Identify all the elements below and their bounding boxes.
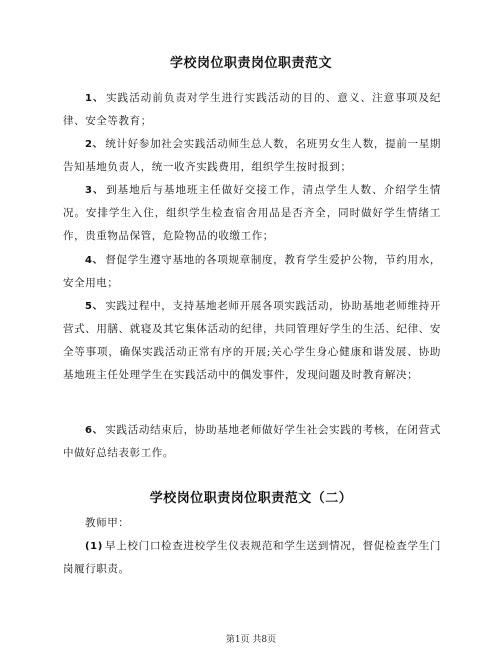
paragraph-5 [63, 295, 441, 387]
paragraph-text: 统计好参加社会实践活动师生总人数，名班男女生人数，提前一星期告知基地负责人，统一收齐实践费用，组织学生按时报到； [63, 138, 441, 173]
document-title: 学校岗位职责岗位职责范文 [169, 56, 332, 71]
sub-item-number: (1) [85, 541, 103, 552]
paragraph-number: 1、 [85, 93, 105, 104]
paragraph-text: 实践活动前负责对学生进行实践活动的目的、意义、注意事项及纪律、安全等教育； [63, 92, 441, 127]
sub-label-text: 教师甲： [85, 517, 130, 529]
paragraph-4 [63, 249, 441, 295]
sub-item-1 [63, 535, 441, 581]
sub-item-text: 早上校门口检查进校学生仪表规范和学生送到情况，督促检查学生门岗履行职责。 [63, 540, 441, 575]
section-title: 学校岗位职责岗位职责范文（二） [149, 491, 353, 506]
paragraph-text: 实践过程中，支持基地老师开展各项实践活动，协助基地老师维持开营式、用膳、就寝及其它集体活动的纪律，共同管理好学生的生活、纪律、安全等事项，确保实践活动正常有序的开展;关心学生身心健康和谐发展、协助基地班主任处理学生在实践活动中的偶发事件，发现问题及时教育解决； [63, 300, 441, 381]
paragraph-number: 3、 [85, 185, 105, 196]
sub-label [63, 512, 441, 535]
paragraph-6 [63, 419, 441, 465]
paragraph-text: 实践活动结束后，协助基地老师做好学生社会实践的考核，在闭营式中做好总结表彰工作。 [63, 424, 441, 459]
paragraph-number: 4、 [85, 255, 104, 266]
paragraph-1 [63, 87, 441, 133]
page-footer: 第1页 共8页 [225, 635, 277, 645]
paragraph-number: 5、 [85, 301, 104, 312]
paragraph-text: 到基地后与基地班主任做好交接工作，清点学生人数、介绍学生情况。安排学生入住，组织学生检查宿舍用品是否齐全，同时做好学生情绪工作，贵重物品保管，危险物品的收缴工作； [63, 184, 441, 242]
paragraph-number: 2、 [85, 139, 104, 150]
paragraph-3 [63, 179, 441, 248]
paragraph-number: 6、 [85, 425, 104, 436]
paragraph-2 [63, 133, 441, 179]
paragraph-text: 督促学生遵守基地的各项规章制度，教育学生爱护公物，节约用水，安全用电； [63, 254, 441, 289]
